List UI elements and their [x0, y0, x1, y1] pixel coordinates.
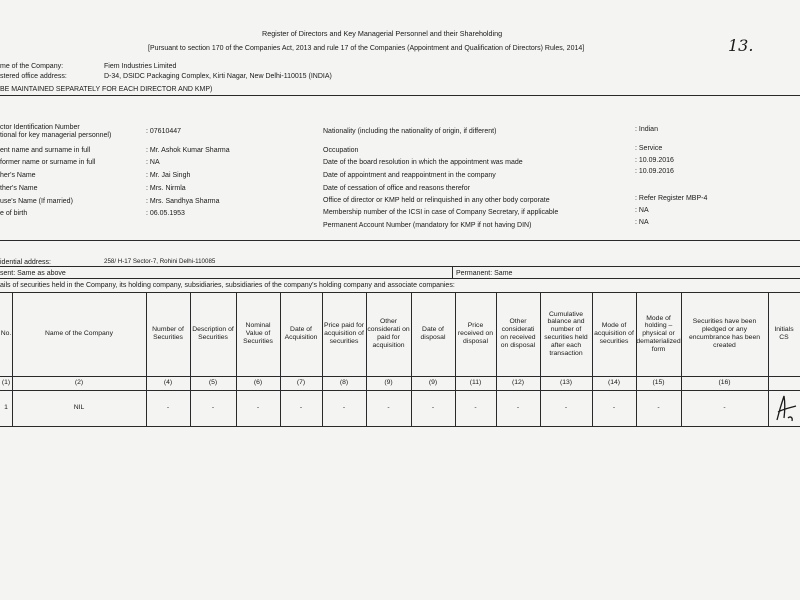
maintenance-note: BE MAINTAINED SEPARATELY FOR EACH DIRECTOR AND KMP): [0, 86, 213, 93]
table-number-cell: (7): [296, 379, 306, 387]
table-data-cell: NIL: [73, 404, 85, 412]
table-header-cell: Price received on disposal: [457, 322, 494, 345]
table-data-cell: -: [299, 404, 303, 412]
field-value-dob: : 06.05.1953: [146, 210, 185, 217]
table-number-cell: (16): [718, 379, 731, 387]
table-number-cell: (9): [428, 379, 438, 387]
table-number-cell: (12): [511, 379, 525, 387]
table-number-cell: (13): [559, 379, 573, 387]
field-label-mother: ther's Name: [0, 185, 38, 192]
table-header-cell: Cumulative balance and number of securities held after each transaction: [544, 310, 588, 357]
table-data-cell: -: [564, 404, 568, 412]
field-value-din: : 07610447: [146, 128, 182, 135]
table-data-cell: -: [256, 404, 260, 412]
field-label-appointment: Date of appointment and reappointment in the company: [323, 172, 496, 179]
field-label-father: her's Name: [0, 172, 36, 179]
field-label-din-note: tional for key managerial personnel): [0, 132, 112, 139]
table-number-cell: (2): [74, 379, 84, 387]
field-label-icsi: Membership number of the ICSI in case of Company Secretary, if applicable: [323, 209, 559, 216]
field-value-father: : Mr. Jai Singh: [146, 172, 191, 179]
field-label-dob: e of birth: [0, 210, 28, 217]
table-header-cell: Price paid for acquisition of securities: [323, 322, 365, 345]
residential-address-label: idential address:: [0, 259, 51, 266]
securities-heading: ails of securities held in the Company, its holding company, subsidiaries, subsidiaries of the company's holding company and associate companies:: [0, 282, 455, 289]
table-number-cell: [769, 377, 799, 389]
table-header-cell: Date of Acquisition: [284, 326, 318, 341]
field-value-name: : Mr. Ashok Kumar Sharma: [146, 147, 230, 154]
table-header-cell: Mode of acquisition of securities: [594, 322, 634, 345]
table-data-cell: -: [342, 404, 346, 412]
table-header-cell: Name of the Company: [44, 330, 113, 338]
field-label-board-resolution: Date of the board resolution in which the appointment was made: [323, 159, 523, 166]
field-label-name: ent name and surname in full: [0, 147, 91, 154]
table-number-cell: (15): [652, 379, 665, 387]
table-header-cell: Number of Securities: [152, 326, 184, 341]
register-subtitle: [Pursuant to section 170 of the Companies Act, 2013 and rule 17 of the Companies (Appointment and Qualification of Directors) Rules, 2014]: [148, 45, 585, 52]
table-header-cell: Mode of holding – physical or dematerialized form: [636, 314, 681, 353]
table-header-cell: Description of Securities: [192, 326, 234, 341]
present-address: sent: Same as above: [0, 270, 66, 277]
table-number-cell: (6): [253, 379, 263, 387]
field-value-icsi: : NA: [635, 207, 649, 214]
table-header-cell: No.: [0, 330, 12, 338]
handwritten-initials-signature: [774, 394, 800, 424]
table-number-cell: (8): [339, 379, 349, 387]
company-name-value: Fiem Industries Limited: [104, 63, 177, 70]
table-data-cell: -: [723, 404, 726, 412]
divider: [0, 266, 800, 267]
table-header-cell: Securities have been pledged or any encumbrance has been created: [688, 318, 761, 349]
table-data-cell: -: [431, 404, 435, 412]
table-number-cell: (9): [384, 379, 393, 387]
table-header-cell: Date of disposal: [420, 326, 446, 341]
field-label-nationality: Nationality (including the nationality of origin, if different): [323, 128, 497, 135]
field-label-pan: Permanent Account Number (mandatory for KMP if not having DIN): [323, 222, 532, 229]
register-title: Register of Directors and Key Managerial Personnel and their Shareholding: [262, 29, 503, 38]
field-value-board-resolution: : 10.09.2016: [635, 157, 674, 164]
table-number-cell: (11): [469, 379, 482, 387]
table-data-cell: -: [516, 404, 520, 412]
field-value-other-office: : Refer Register MBP-4: [635, 195, 708, 202]
table-data-cell: -: [211, 404, 215, 412]
table-data-cell: -: [474, 404, 477, 412]
divider: [0, 240, 800, 241]
field-value-spouse: : Mrs. Sandhya Sharma: [146, 198, 220, 205]
registered-office-label: stered office address:: [0, 73, 67, 80]
field-value-pan: : NA: [635, 219, 649, 226]
table-number-cell: (14): [607, 379, 621, 387]
table-number-cell: (4): [163, 379, 173, 387]
table-rule: [0, 426, 800, 427]
field-value-nationality: : Indian: [635, 126, 658, 133]
table-header-cell: Nominal Value of Securities: [243, 322, 273, 345]
table-data-cell: 1: [4, 404, 8, 412]
handwritten-page-number: 13.: [728, 36, 754, 55]
divider: [0, 278, 800, 279]
field-label-spouse: use's Name (If married): [0, 198, 73, 205]
residential-address-value: 258/ H-17 Sector-7, Rohini Delhi-110085: [104, 258, 216, 265]
table-header-cell: Other considerati on received on disposal: [500, 318, 536, 349]
field-label-occupation: Occupation: [323, 147, 359, 154]
table-data-cell: -: [387, 404, 390, 412]
divider: [0, 95, 800, 96]
table-header-cell: Other considerati on paid for acquisition: [367, 318, 410, 349]
field-value-mother: : Mrs. Nirmla: [146, 185, 186, 192]
field-label-former-name: former name or surname in full: [0, 159, 96, 166]
registered-office-value: D-34, DSIDC Packaging Complex, Kirti Nagar, New Delhi-110015 (INDIA): [104, 73, 332, 80]
table-data-cell: -: [657, 404, 660, 412]
field-value-occupation: : Service: [635, 145, 663, 152]
company-name-label: me of the Company:: [0, 63, 64, 70]
table-header-cell: Initials CS: [774, 326, 794, 341]
divider: [452, 266, 453, 278]
table-data-cell: -: [166, 404, 170, 412]
table-number-cell: (1): [1, 379, 11, 387]
field-value-appointment: : 10.09.2016: [635, 168, 674, 175]
field-label-other-office: Office of director or KMP held or relinquished in any other body corporate: [323, 197, 550, 204]
field-label-cessation: Date of cessation of office and reasons therefor: [323, 185, 470, 192]
permanent-address: Permanent: Same: [456, 270, 513, 277]
field-label-din: ctor Identification Number: [0, 124, 80, 131]
table-data-cell: -: [612, 404, 616, 412]
field-value-former-name: : NA: [146, 159, 160, 166]
table-number-cell: (5): [208, 379, 218, 387]
